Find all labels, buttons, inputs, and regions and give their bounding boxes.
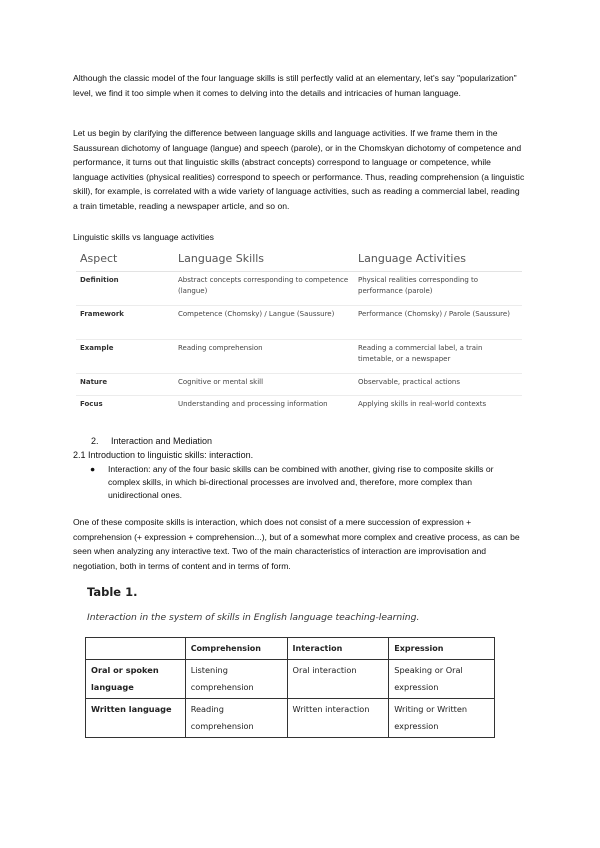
table-row	[76, 340, 522, 374]
table-cell: Observable, practical actions	[354, 374, 522, 396]
table-cell: Writing or Written expression	[389, 699, 495, 738]
table-cell: Reading comprehension	[185, 699, 287, 738]
list-item	[90, 463, 520, 502]
subsection-heading: 2.1 Introduction to linguistic skills: interaction.	[73, 450, 254, 460]
table-subtitle: Interaction in the system of skills in English language teaching-learning.	[87, 612, 420, 623]
table-cell: Oral interaction	[287, 660, 389, 699]
table-row	[76, 306, 522, 340]
table-caption: Linguistic skills vs language activities	[73, 232, 214, 242]
table-cell: Physical realities corresponding to performance (parole)	[354, 272, 522, 306]
table-cell: Example	[76, 340, 174, 374]
column-header: Aspect	[76, 245, 174, 272]
column-header	[86, 638, 186, 660]
table-cell: Listening comprehension	[185, 660, 287, 699]
interaction-skills-table	[85, 637, 495, 738]
column-header: Comprehension	[185, 638, 287, 660]
section-heading	[91, 436, 212, 446]
column-header: Expression	[389, 638, 495, 660]
table-row	[76, 396, 522, 418]
table-cell: Applying skills in real-world contexts	[358, 400, 487, 408]
table-cell: Competence (Chomsky) / Langue (Saussure)	[174, 306, 354, 340]
skills-vs-activities-table	[76, 245, 522, 418]
table-header-row	[86, 638, 495, 660]
table-row	[86, 660, 495, 699]
column-header: Language Activities	[354, 245, 522, 272]
table-cell: Speaking or Oral expression	[389, 660, 495, 699]
section-title: Interaction and Mediation	[111, 436, 213, 446]
table-cell: Written language	[86, 699, 186, 738]
table-cell: Reading a commercial label, a train timetable, or a newspaper	[354, 340, 522, 374]
table-cell: Reading comprehension	[174, 340, 354, 374]
table-cell: Oral or spoken language	[86, 660, 186, 699]
bullet-icon: ●	[90, 464, 96, 474]
table-cell: Performance (Chomsky) / Parole (Saussure)	[354, 306, 522, 340]
table-cell: Understanding and processing information	[178, 400, 328, 408]
table-row	[76, 374, 522, 396]
table-title: Table 1.	[87, 585, 138, 599]
table-row	[76, 272, 522, 306]
table-cell: Written interaction	[287, 699, 389, 738]
table-cell: Focus	[80, 400, 103, 408]
section-number: 2.	[91, 436, 99, 446]
table-cell: Abstract concepts corresponding to competence (langue)	[174, 272, 354, 306]
table-cell: Definition	[76, 272, 174, 306]
bullet-text: Interaction: any of the four basic skills can be combined with another, giving rise to composite skills or complex skills, in which bi-directional processes are involved and, therefore, more complex than unidirectional ones.	[108, 464, 494, 500]
intro-paragraph: Although the classic model of the four language skills is still perfectly valid at an elementary, let's say "popularization" level, we find it too simple when it comes to delving into the details and intricacies of human language.	[73, 73, 517, 98]
table-cell: Cognitive or mental skill	[174, 374, 354, 396]
cropped-text-fragment	[255, 740, 325, 746]
skills-vs-activities-paragraph: Let us begin by clarifying the difference between language skills and language activities. If we frame them in the Saussurean dichotomy of language (langue) and speech (parole), or in the Chomskyan dichotomy of competence and performance, it turns out that linguistic skills (abstract concepts) correspond to language or competence, while language activities (physical realities) correspond to speech or performance. Thus, reading comprehension (a linguistic skill), for example, is correlated with a wide variety of language activities, such as reading a commercial label, reading a train timetable, reading a newspaper article, and so on.	[73, 128, 525, 211]
column-header: Language Skills	[174, 245, 354, 272]
table-header-row	[76, 245, 522, 272]
table-cell: Framework	[76, 306, 174, 340]
column-header: Interaction	[287, 638, 389, 660]
table-row	[86, 699, 495, 738]
table-cell: Nature	[76, 374, 174, 396]
interaction-paragraph: One of these composite skills is interaction, which does not consist of a mere succession of expression + comprehension (+ expression + comprehension...), but of a somewhat more complex and creative process, as can be seen when analyzing any interactive text. Two of the main characteristics of interaction are improvisation and negotiation, both in terms of content and in terms of form.	[73, 517, 520, 571]
